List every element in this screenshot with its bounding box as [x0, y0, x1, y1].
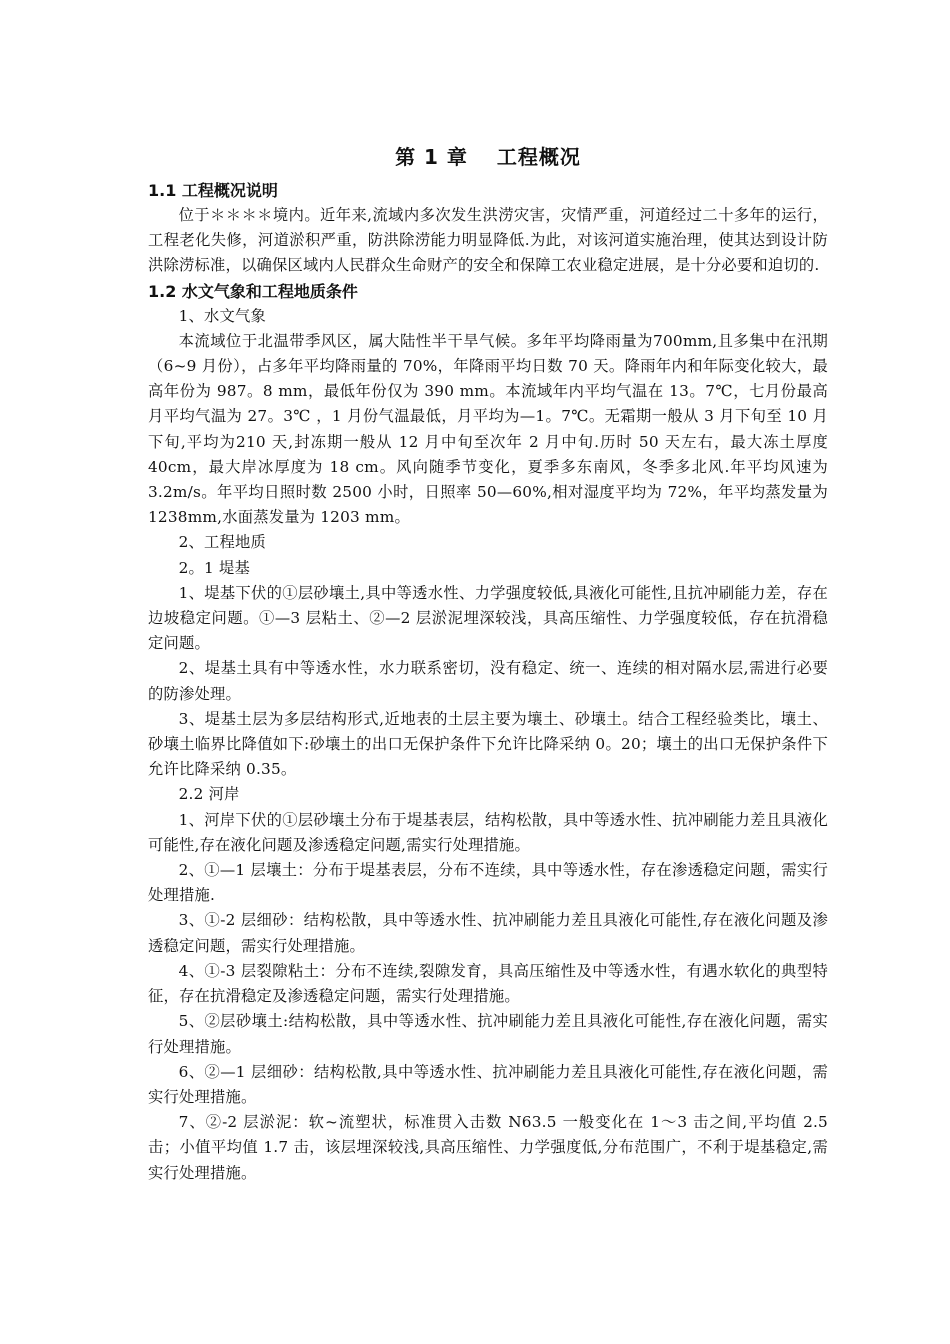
subheading-geology: 2、工程地质	[178, 533, 267, 552]
subheading-dike-foundation: 2。1 堤基	[178, 558, 251, 577]
section-heading-1-1: 1.1 工程概况说明	[148, 181, 278, 200]
paragraph-dike-3: 3、堤基土层为多层结构形式,近地表的土层主要为壤土、砂壤土。结合工程经验类比，壤土、砂壤土临界比降值如下:砂壤土的出口无保护条件下允许比降采纳 0。20；壤土的出口无保护条件下允许比降采纳 0.35。	[148, 709, 828, 779]
subheading-hydrology: 1、水文气象	[178, 306, 267, 325]
paragraph-bank-7: 7、②-2 层淤泥：软~流塑状，标准贯入击数 N63.5 一般变化在 1～3 击之间,平均值 2.5 击；小值平均值 1.7 击，该层埋深较浅,具高压缩性、力学强度低,分布范围广，不利于堤基稳定,需实行处理措施。	[148, 1113, 828, 1182]
paragraph-overview: 位于＊＊＊＊境内。近年来,流域内多次发生洪涝灾害，灾情严重，河道经过二十多年的运行，工程老化失修，河道淤积严重，防洪除涝能力明显降低.为此，对该河道实施治理，使其达到设计防洪除涝标准，以确保区域内人民群众生命财产的安全和保障工农业稳定进展，是十分必要和迫切的.	[148, 206, 828, 275]
paragraph-bank-1: 1、河岸下伏的①层砂壤土分布于堤基表层，结构松散，具中等透水性、抗冲刷能力差且具液化可能性,存在液化问题及渗透稳定问题,需实行处理措施。	[148, 810, 828, 854]
section-heading-1-2: 1.2 水文气象和工程地质条件	[148, 281, 358, 301]
paragraph-bank-3: 3、①-2 层细砂：结构松散，具中等透水性、抗冲刷能力差且具液化可能性,存在液化问题及渗透稳定问题，需实行处理措施。	[148, 911, 828, 955]
subheading-river-bank: 2.2 河岸	[178, 785, 240, 804]
paragraph-dike-1: 1、堤基下伏的①层砂壤土,具中等透水性、力学强度较低,具液化可能性,且抗冲刷能力差，存在边坡稳定问题。①—3 层粘土、②—2 层淤泥埋深较浅，具高压缩性、力学强度较低，存在抗滑稳定问题。	[148, 583, 828, 653]
paragraph-bank-4: 4、①-3 层裂隙粘土：分布不连续,裂隙发育，具高压缩性及中等透水性，有遇水软化的典型特征，存在抗滑稳定及渗透稳定问题，需实行处理措施。	[148, 961, 828, 1006]
paragraph-bank-2: 2、①—1 层壤土：分布于堤基表层，分布不连续，具中等透水性，存在渗透稳定问题，需实行处理措施.	[148, 861, 828, 905]
paragraph-hydrology: 本流域位于北温带季风区，属大陆性半干旱气候。多年平均降雨量为700mm,且多集中在汛期（6~9 月份），占多年平均降雨量的 70%，年降雨平均日数 70 天。降雨年内和年际变化较大，最高年份为 987。8 mm，最低年份仅为 390 mm。本流域年内平均气温在 13。7℃，七月份最高月平均气温为 27。3℃ ，1 月份气温最低，月平均为—1。7℃。无霜期一般从 3 月下旬至 10 月下旬,平均为210 天,封冻期一般从 12 月中旬至次年 2 月中旬.历时 50 天左右，最大冻土厚度 40cm，最大岸冰厚度为 18 cm。风向随季节变化，夏季多东南风，冬季多北风.年平均风速为 3.2m/s。年平均日照时数 2500 小时，日照率 50—60%,相对湿度平均为 72%，年平均蒸发量为 1238mm,水面蒸发量为 1203 mm。	[148, 331, 828, 527]
document-page	[148, 140, 828, 1186]
chapter-title: 第 1 章 工程概况	[395, 145, 581, 169]
paragraph-bank-6: 6、②—1 层细砂：结构松散,具中等透水性、抗冲刷能力差且具液化可能性,存在液化问题，需实行处理措施。	[148, 1062, 828, 1106]
paragraph-dike-2: 2、堤基土具有中等透水性，水力联系密切，没有稳定、统一、连续的相对隔水层,需进行必要的防渗处理。	[148, 659, 828, 703]
paragraph-bank-5: 5、②层砂壤土:结构松散，具中等透水性、抗冲刷能力差且具液化可能性,存在液化问题，需实行处理措施。	[148, 1012, 828, 1056]
